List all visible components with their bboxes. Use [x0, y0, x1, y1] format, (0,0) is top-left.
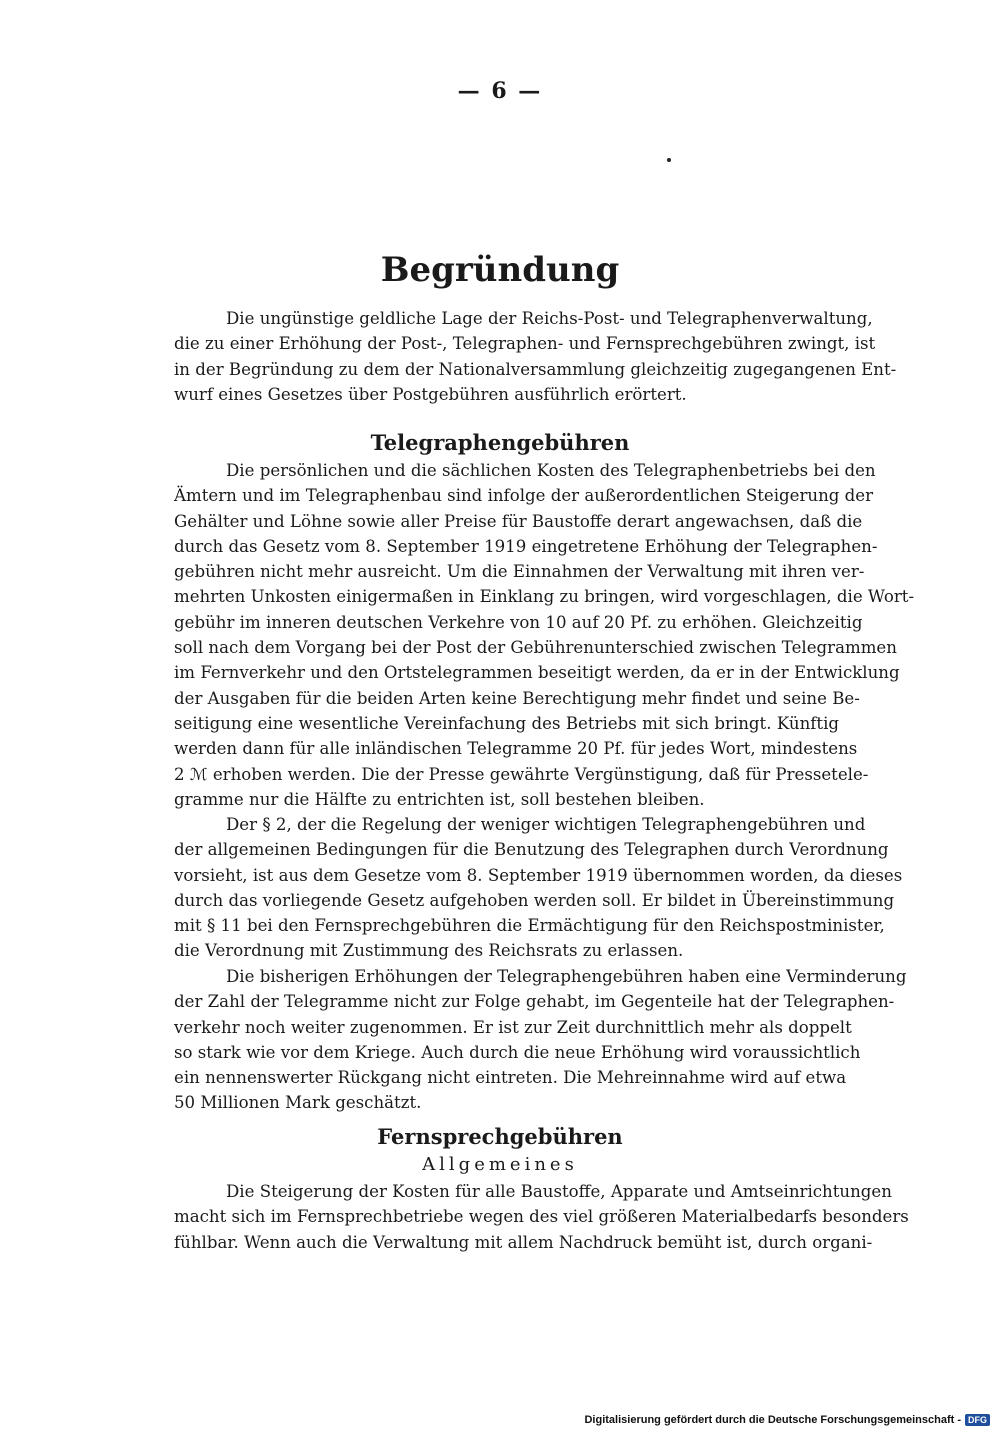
dfg-logo: DFG: [965, 1414, 990, 1426]
text-line: der Ausgaben für die beiden Arten keine Berechtigung mehr findet und seine Be-: [174, 688, 860, 708]
telegraph-paragraph-3: [174, 964, 907, 1116]
text-line: mit § 11 bei den Fernsprechgebühren die Ermächtigung für den Reichspostminister,: [174, 916, 885, 936]
text-line: der allgemeinen Bedingungen für die Benutzung des Telegraphen durch Verordnung: [174, 840, 889, 860]
text-line: verkehr noch weiter zugenommen. Er ist zur Zeit durchnittlich mehr als doppelt: [174, 1017, 852, 1037]
text-line: macht sich im Fernsprechbetriebe wegen des viel größeren Materialbedarfs besonders: [174, 1207, 909, 1227]
text-line: wurf eines Gesetzes über Postgebühren ausführlich erörtert.: [174, 384, 687, 404]
text-line: vorsieht, ist aus dem Gesetze vom 8. September 1919 übernommen worden, da dieses: [174, 865, 903, 885]
footer: [584, 1414, 990, 1426]
text-line: Ämtern und im Telegraphenbau sind infolge der außerordentlichen Steigerung der: [174, 486, 874, 506]
text-line: soll nach dem Vorgang bei der Post der Gebührenunterschied zwischen Telegrammen: [174, 638, 897, 658]
telegraph-paragraph-2: [174, 812, 903, 964]
text-line: der Zahl der Telegramme nicht zur Folge gehabt, im Gegenteile hat der Telegraphen-: [174, 992, 895, 1012]
telegraph-paragraph-1: [174, 458, 915, 812]
text-line: 2 ℳ erhoben werden. Die der Presse gewährte Vergünstigung, daß für Pressetele-: [174, 764, 869, 784]
text-line: so stark wie vor dem Kriege. Auch durch die neue Erhöhung wird voraussichtlich: [174, 1042, 861, 1062]
text-line: ein nennenswerter Rückgang nicht eintreten. Die Mehreinnahme wird auf etwa: [174, 1068, 847, 1088]
text-line: in der Begründung zu dem der Nationalversammlung gleichzeitig zugegangenen Ent-: [174, 359, 897, 379]
text-line: fühlbar. Wenn auch die Verwaltung mit allem Nachdruck bemüht ist, durch organi-: [174, 1232, 873, 1252]
dot-mark: [667, 158, 671, 162]
text-line: Der § 2, der die Regelung der weniger wichtigen Telegraphengebühren und: [226, 815, 866, 834]
text-line: im Fernverkehr und den Ortstelegrammen beseitigt werden, da er in der Entwicklung: [174, 663, 900, 683]
text-line: gebühr im inneren deutschen Verkehre von 10 auf 20 Pf. zu erhöhen. Gleichzeitig: [174, 612, 863, 632]
text-line: durch das vorliegende Gesetz aufgehoben werden soll. Er bildet in Übereinstimmung: [174, 890, 895, 910]
telegraph-heading: Telegraphengebühren: [370, 430, 630, 455]
text-line: seitigung eine wesentliche Vereinfachung des Betriebs mit sich bringt. Künftig: [174, 713, 839, 733]
text-line: gramme nur die Hälfte zu entrichten ist, soll bestehen bleiben.: [174, 789, 705, 809]
text-line: durch das Gesetz vom 8. September 1919 eingetretene Erhöhung der Telegraphen-: [174, 536, 878, 556]
text-line: Die persönlichen und die sächlichen Kosten des Telegraphenbetriebs bei den: [226, 461, 876, 480]
phone-paragraph-1: [174, 1179, 909, 1255]
page-title: Begründung: [380, 250, 620, 290]
text-line: 50 Millionen Mark geschätzt.: [174, 1093, 422, 1113]
footer-text: Digitalisierung gefördert durch die Deutsche Forschungsgemeinschaft -: [584, 1414, 961, 1426]
text-line: Gehälter und Löhne sowie aller Preise für Baustoffe derart angewachsen, daß die: [174, 511, 863, 531]
text-line: werden dann für alle inländischen Telegramme 20 Pf. für jedes Wort, mindestens: [174, 739, 858, 759]
intro-paragraph: [174, 306, 897, 407]
text-line: mehrten Unkosten einigermaßen in Einklang zu bringen, wird vorgeschlagen, die Wort-: [174, 587, 915, 607]
text-line: Die bisherigen Erhöhungen der Telegraphengebühren haben eine Verminderung: [226, 967, 907, 986]
text-line: Die ungünstige geldliche Lage der Reichs-Post- und Telegraphenverwaltung,: [226, 309, 873, 328]
text-line: die Verordnung mit Zustimmung des Reichsrats zu erlassen.: [174, 941, 684, 961]
page-number: — 6 —: [457, 78, 543, 104]
text-line: die zu einer Erhöhung der Post-, Telegraphen- und Fernsprechgebühren zwingt, ist: [174, 334, 876, 354]
phone-heading: Fernsprechgebühren: [377, 1124, 623, 1149]
text-line: Die Steigerung der Kosten für alle Baustoffe, Apparate und Amtseinrichtungen: [226, 1182, 892, 1201]
phone-subheading: Allgemeines: [422, 1154, 578, 1175]
text-line: gebühren nicht mehr ausreicht. Um die Einnahmen der Verwaltung mit ihren ver-: [174, 562, 865, 582]
